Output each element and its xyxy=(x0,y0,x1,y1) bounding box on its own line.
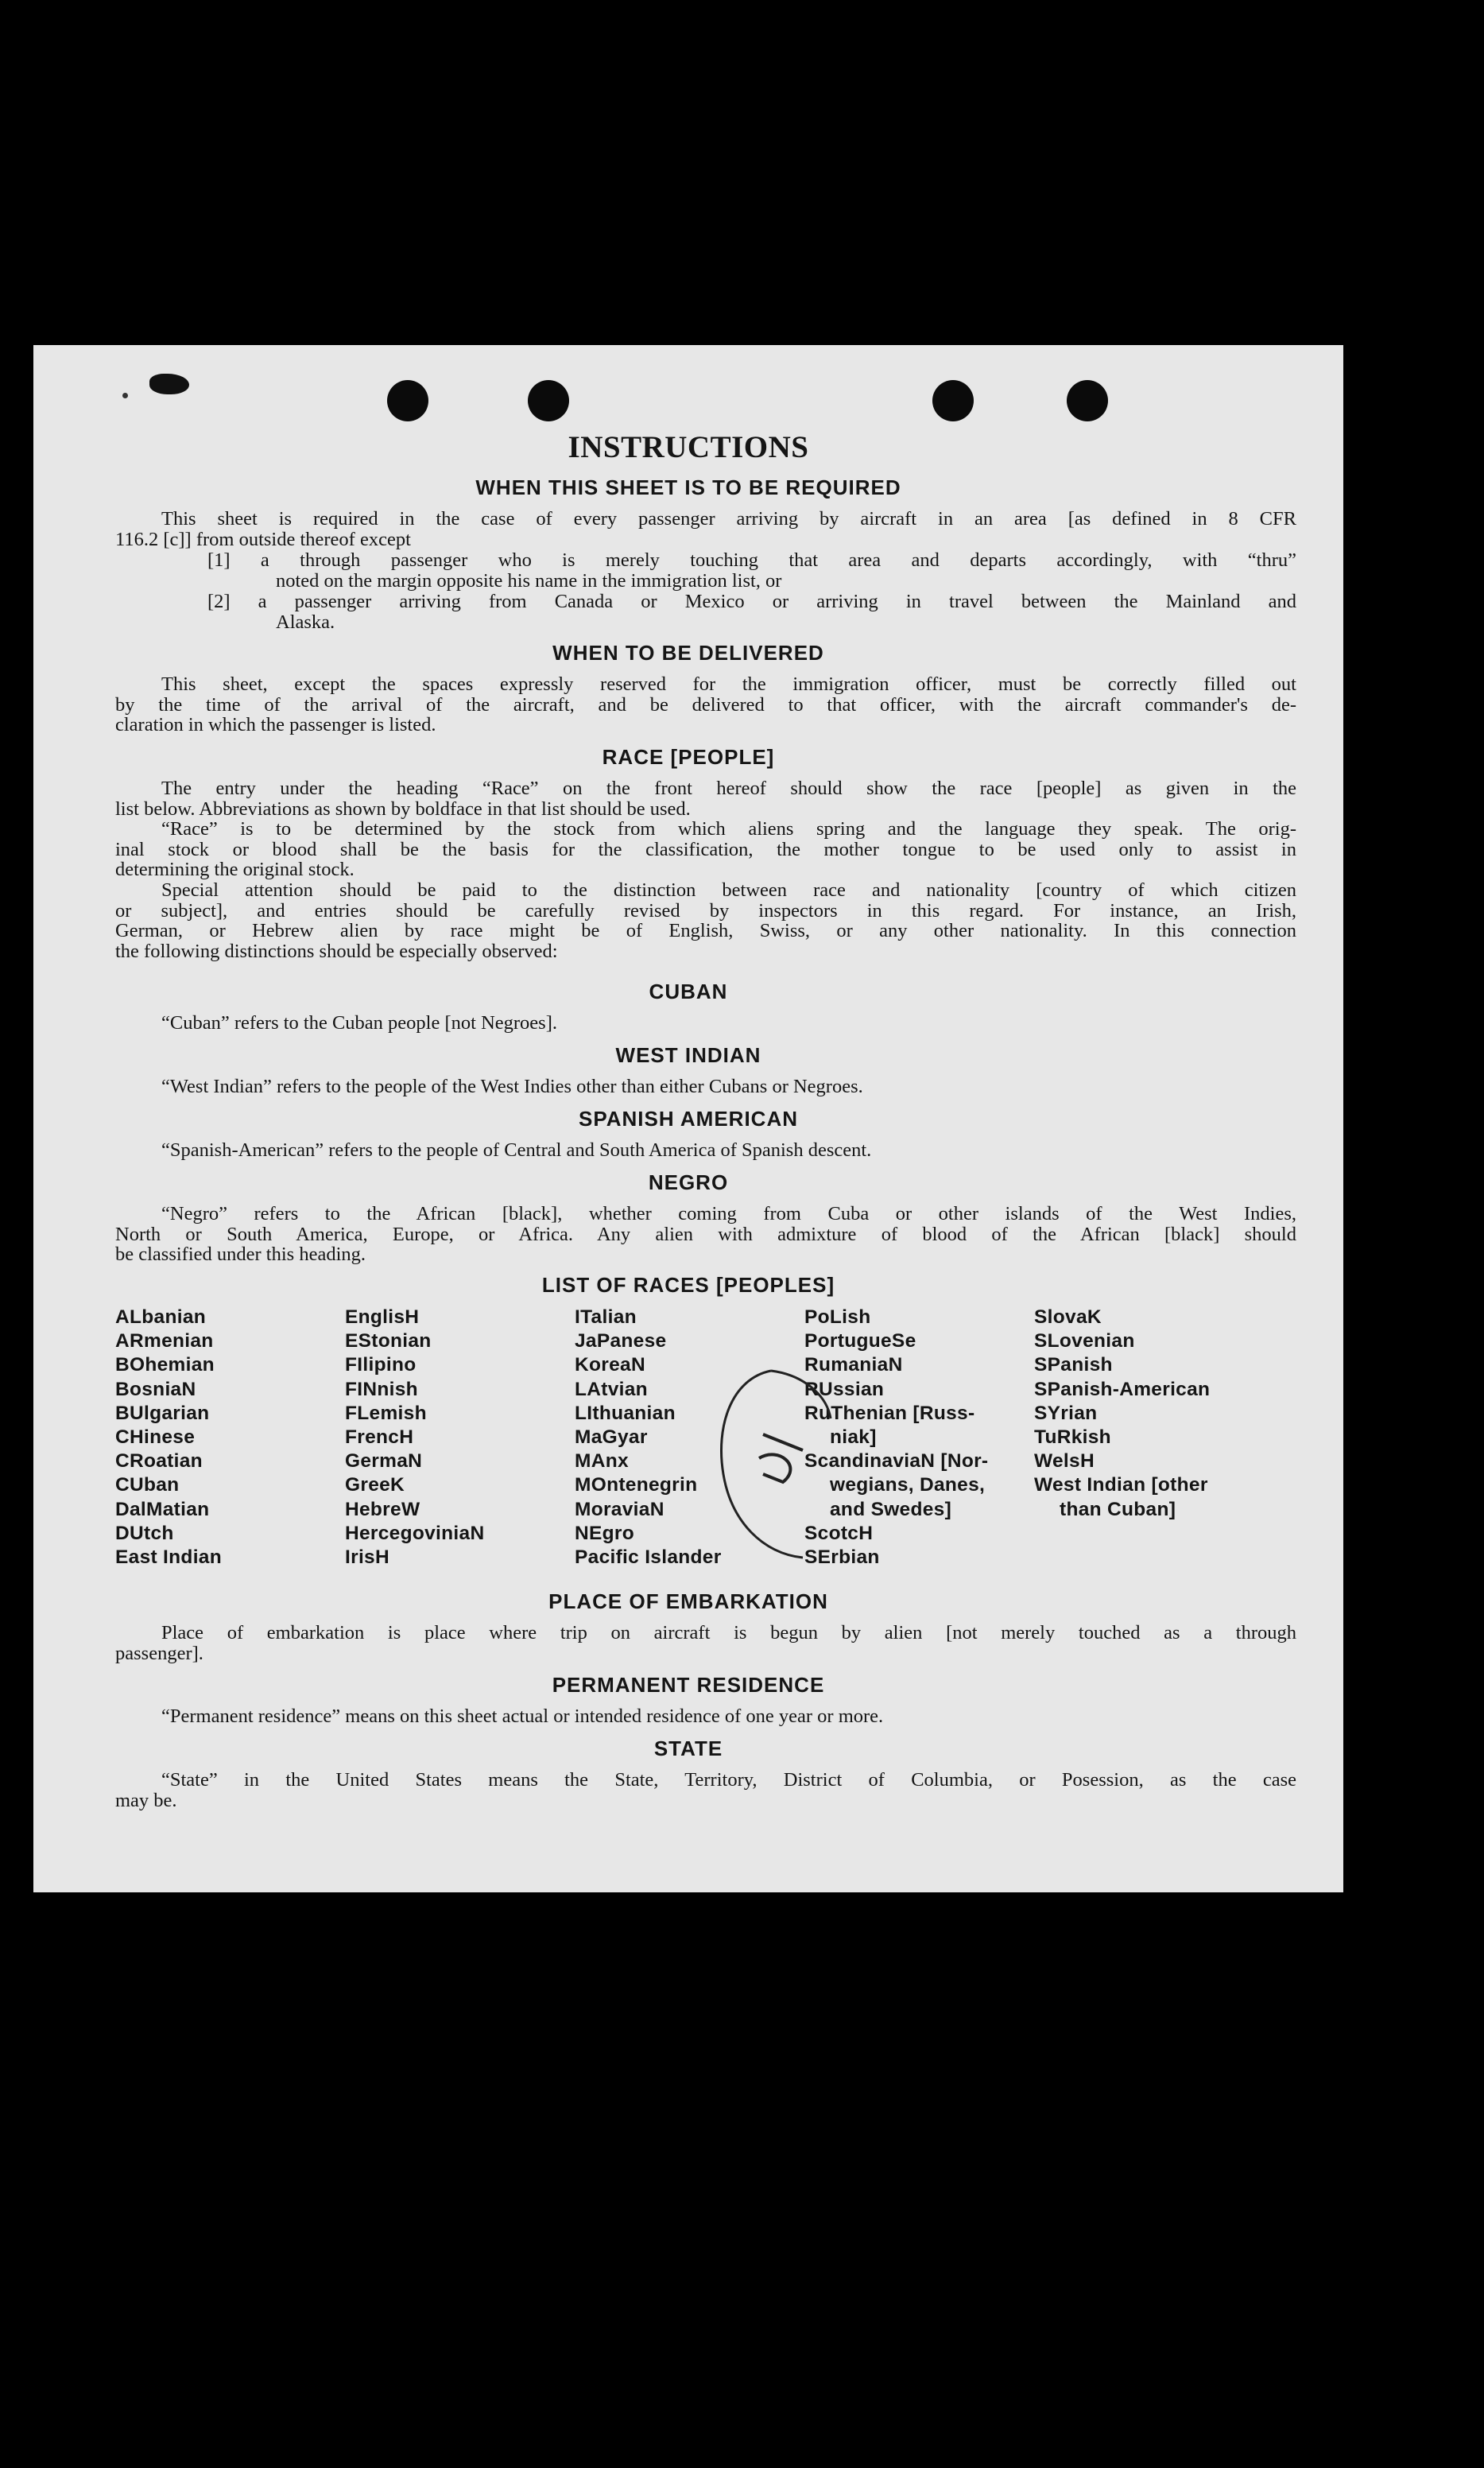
race-item: Pacific Islander xyxy=(575,1546,722,1569)
section-heading-residence: PERMANENT RESIDENCE xyxy=(552,1673,825,1697)
required-item-1 xyxy=(207,550,1296,591)
text-line: “State” in the United States means the State, Territory, District of Columbia, or Posession, as the case xyxy=(161,1769,1296,1791)
required-intro xyxy=(115,509,1296,549)
race-item: EStonian xyxy=(345,1330,432,1352)
race-item: SPanish-American xyxy=(1034,1378,1211,1400)
negro-text xyxy=(115,1204,1296,1265)
text-line: passenger]. xyxy=(115,1642,203,1664)
text-line: “Negro” refers to the African [black], whether coming from Cuba or other islands of the West Indies, xyxy=(161,1203,1296,1224)
punch-hole xyxy=(932,380,974,421)
race-item: HebreW xyxy=(345,1498,420,1520)
race-item: MaGyar xyxy=(575,1426,648,1449)
race-item: PortugueSe xyxy=(804,1330,916,1352)
race-item: SPanish xyxy=(1034,1354,1113,1376)
text-line: the following distinctions should be especially observed: xyxy=(115,940,558,962)
race-column-1 xyxy=(115,1306,222,1570)
delivered-text xyxy=(115,674,1296,735)
punch-hole xyxy=(1067,380,1108,421)
race-column-3 xyxy=(575,1306,722,1570)
text-line: North or South America, Europe, or Africa. Any alien with admixture of blood of the African [black] should xyxy=(115,1223,1296,1245)
punch-hole xyxy=(528,380,569,421)
text-line: claration in which the passenger is listed. xyxy=(115,714,436,736)
instruction-sheet xyxy=(33,345,1343,1892)
race-item: IrisH xyxy=(345,1546,389,1569)
race-item: PoLish xyxy=(804,1306,871,1328)
race-item: SlovaK xyxy=(1034,1306,1102,1328)
section-heading-required: WHEN THIS SHEET IS TO BE REQUIRED xyxy=(475,475,901,499)
text-line: “Race” is to be determined by the stock from which aliens spring and the language they speak. The orig- xyxy=(161,818,1296,840)
section-heading-west-indian: WEST INDIAN xyxy=(615,1043,761,1067)
text-line: noted on the margin opposite his name in the immigration list, or xyxy=(276,569,782,592)
race-item: than Cuban] xyxy=(1060,1498,1176,1520)
punch-hole xyxy=(387,380,428,421)
race-item: GermaN xyxy=(345,1450,423,1473)
race-item: FIlipino xyxy=(345,1354,417,1376)
text-line: “Permanent residence” means on this sheet actual or intended residence of one year or more. xyxy=(161,1705,884,1727)
race-item: FINnish xyxy=(345,1378,418,1400)
embarkation-text xyxy=(115,1623,1296,1663)
text-line: inal stock or blood shall be the basis for the classification, the mother tongue to be used only to assist in xyxy=(115,838,1296,860)
section-heading-negro: NEGRO xyxy=(648,1170,729,1194)
ink-blot xyxy=(149,374,189,394)
race-item: DUtch xyxy=(115,1522,174,1544)
race-item: FrencH xyxy=(345,1426,414,1449)
section-heading-cuban: CUBAN xyxy=(649,980,728,1003)
race-item: KoreaN xyxy=(575,1354,645,1376)
race-item: EnglisH xyxy=(345,1306,420,1328)
west-indian-text xyxy=(115,1077,1296,1097)
race-item: SErbian xyxy=(804,1546,880,1569)
race-item: TuRkish xyxy=(1034,1426,1111,1449)
text-line: “Spanish-American” refers to the people of Central and South America of Spanish descent. xyxy=(161,1139,872,1161)
text-line: determining the original stock. xyxy=(115,859,355,881)
handwritten-mark xyxy=(715,1363,835,1562)
race-item: RuThenian [Russ- xyxy=(804,1402,975,1424)
text-line: be classified under this heading. xyxy=(115,1244,366,1266)
race-item: WelsH xyxy=(1034,1450,1095,1473)
text-line: Place of embarkation is place where trip on aircraft is begun by alien [not merely touched as a through xyxy=(161,1622,1296,1643)
text-line: The entry under the heading “Race” on the front hereof should show the race [people] as given in the xyxy=(161,778,1296,799)
section-heading-list-of-races: LIST OF RACES [PEOPLES] xyxy=(541,1273,835,1297)
race-item: GreeK xyxy=(345,1474,405,1496)
text-line: 116.2 [c]] from outside thereof except xyxy=(115,528,411,550)
race-item: MOntenegrin xyxy=(575,1474,698,1496)
cuban-text xyxy=(115,1013,1296,1034)
race-item: MoraviaN xyxy=(575,1498,665,1520)
text-line: [1] a through passenger who is merely touching that area and departs accordingly, with “thru” xyxy=(207,549,1296,571)
race-item: DalMatian xyxy=(115,1498,210,1520)
race-item: BUlgarian xyxy=(115,1402,210,1424)
page-title: INSTRUCTIONS xyxy=(568,430,809,464)
ink-speck xyxy=(122,393,128,398)
text-line: may be. xyxy=(115,1789,177,1811)
race-column-5 xyxy=(1034,1306,1210,1522)
race-item: CUban xyxy=(115,1474,180,1496)
text-line: German, or Hebrew alien by race might be of English, Swiss, or any other nationality. In this connection xyxy=(115,920,1296,942)
race-item: West Indian [other xyxy=(1034,1474,1208,1496)
residence-text xyxy=(115,1706,1296,1727)
race-item: MAnx xyxy=(575,1450,629,1473)
race-item: and Swedes] xyxy=(830,1498,952,1520)
race-item: CRoatian xyxy=(115,1450,203,1473)
race-item: SLovenian xyxy=(1034,1330,1135,1352)
section-heading-spanish-american: SPANISH AMERICAN xyxy=(578,1107,798,1131)
race-item: ARmenian xyxy=(115,1330,214,1352)
race-item: ITalian xyxy=(575,1306,637,1328)
race-paragraph-3 xyxy=(115,880,1296,961)
text-line: Special attention should be paid to the distinction between race and nationality [country of which citizen xyxy=(161,879,1296,901)
race-paragraph-1 xyxy=(115,778,1296,819)
race-item: wegians, Danes, xyxy=(830,1474,986,1496)
race-item: East Indian xyxy=(115,1546,222,1569)
text-line: [2] a passenger arriving from Canada or Mexico or arriving in travel between the Mainland and xyxy=(207,591,1296,612)
race-item: BOhemian xyxy=(115,1354,215,1376)
race-item: LAtvian xyxy=(575,1378,648,1400)
race-item: FLemish xyxy=(345,1402,427,1424)
race-column-2 xyxy=(345,1306,484,1570)
race-item: ALbanian xyxy=(115,1306,207,1328)
race-item: RumaniaN xyxy=(804,1354,903,1376)
section-heading-race: RACE [PEOPLE] xyxy=(602,745,775,769)
section-heading-state: STATE xyxy=(653,1737,723,1760)
race-item: JaPanese xyxy=(575,1330,667,1352)
race-item: ScotcH xyxy=(804,1522,874,1544)
race-item: HercegoviniaN xyxy=(345,1522,485,1544)
text-line: “Cuban” refers to the Cuban people [not Negroes]. xyxy=(161,1012,557,1034)
text-line: or subject], and entries should be carefully revised by inspectors in this regard. For instance, an Irish, xyxy=(115,899,1296,922)
text-line: This sheet is required in the case of every passenger arriving by aircraft in an area [as defined in 8 CFR xyxy=(161,508,1296,530)
race-item: SYrian xyxy=(1034,1402,1098,1424)
race-item: CHinese xyxy=(115,1426,196,1449)
section-heading-embarkation: PLACE OF EMBARKATION xyxy=(548,1589,828,1613)
text-line: by the time of the arrival of the aircraft, and be delivered to that officer, with the aircraft commander's de- xyxy=(115,693,1296,716)
text-line: This sheet, except the spaces expressly reserved for the immigration officer, must be correctly filled out xyxy=(161,673,1296,695)
race-item: BosniaN xyxy=(115,1378,196,1400)
text-line: “West Indian” refers to the people of the West Indies other than either Cubans or Negroes. xyxy=(161,1076,863,1097)
race-item: RUssian xyxy=(804,1378,885,1400)
spanish-american-text xyxy=(115,1140,1296,1161)
section-heading-delivered: WHEN TO BE DELIVERED xyxy=(552,641,824,665)
race-paragraph-2 xyxy=(115,819,1296,880)
race-item: LIthuanian xyxy=(575,1402,676,1424)
race-item: niak] xyxy=(830,1426,877,1449)
race-item: ScandinaviaN [Nor- xyxy=(804,1450,989,1473)
text-line: list below. Abbreviations as shown by boldface in that list should be used. xyxy=(115,797,691,820)
race-item: NEgro xyxy=(575,1522,634,1544)
required-item-2 xyxy=(207,592,1296,632)
state-text xyxy=(115,1770,1296,1810)
text-line: Alaska. xyxy=(276,611,335,633)
